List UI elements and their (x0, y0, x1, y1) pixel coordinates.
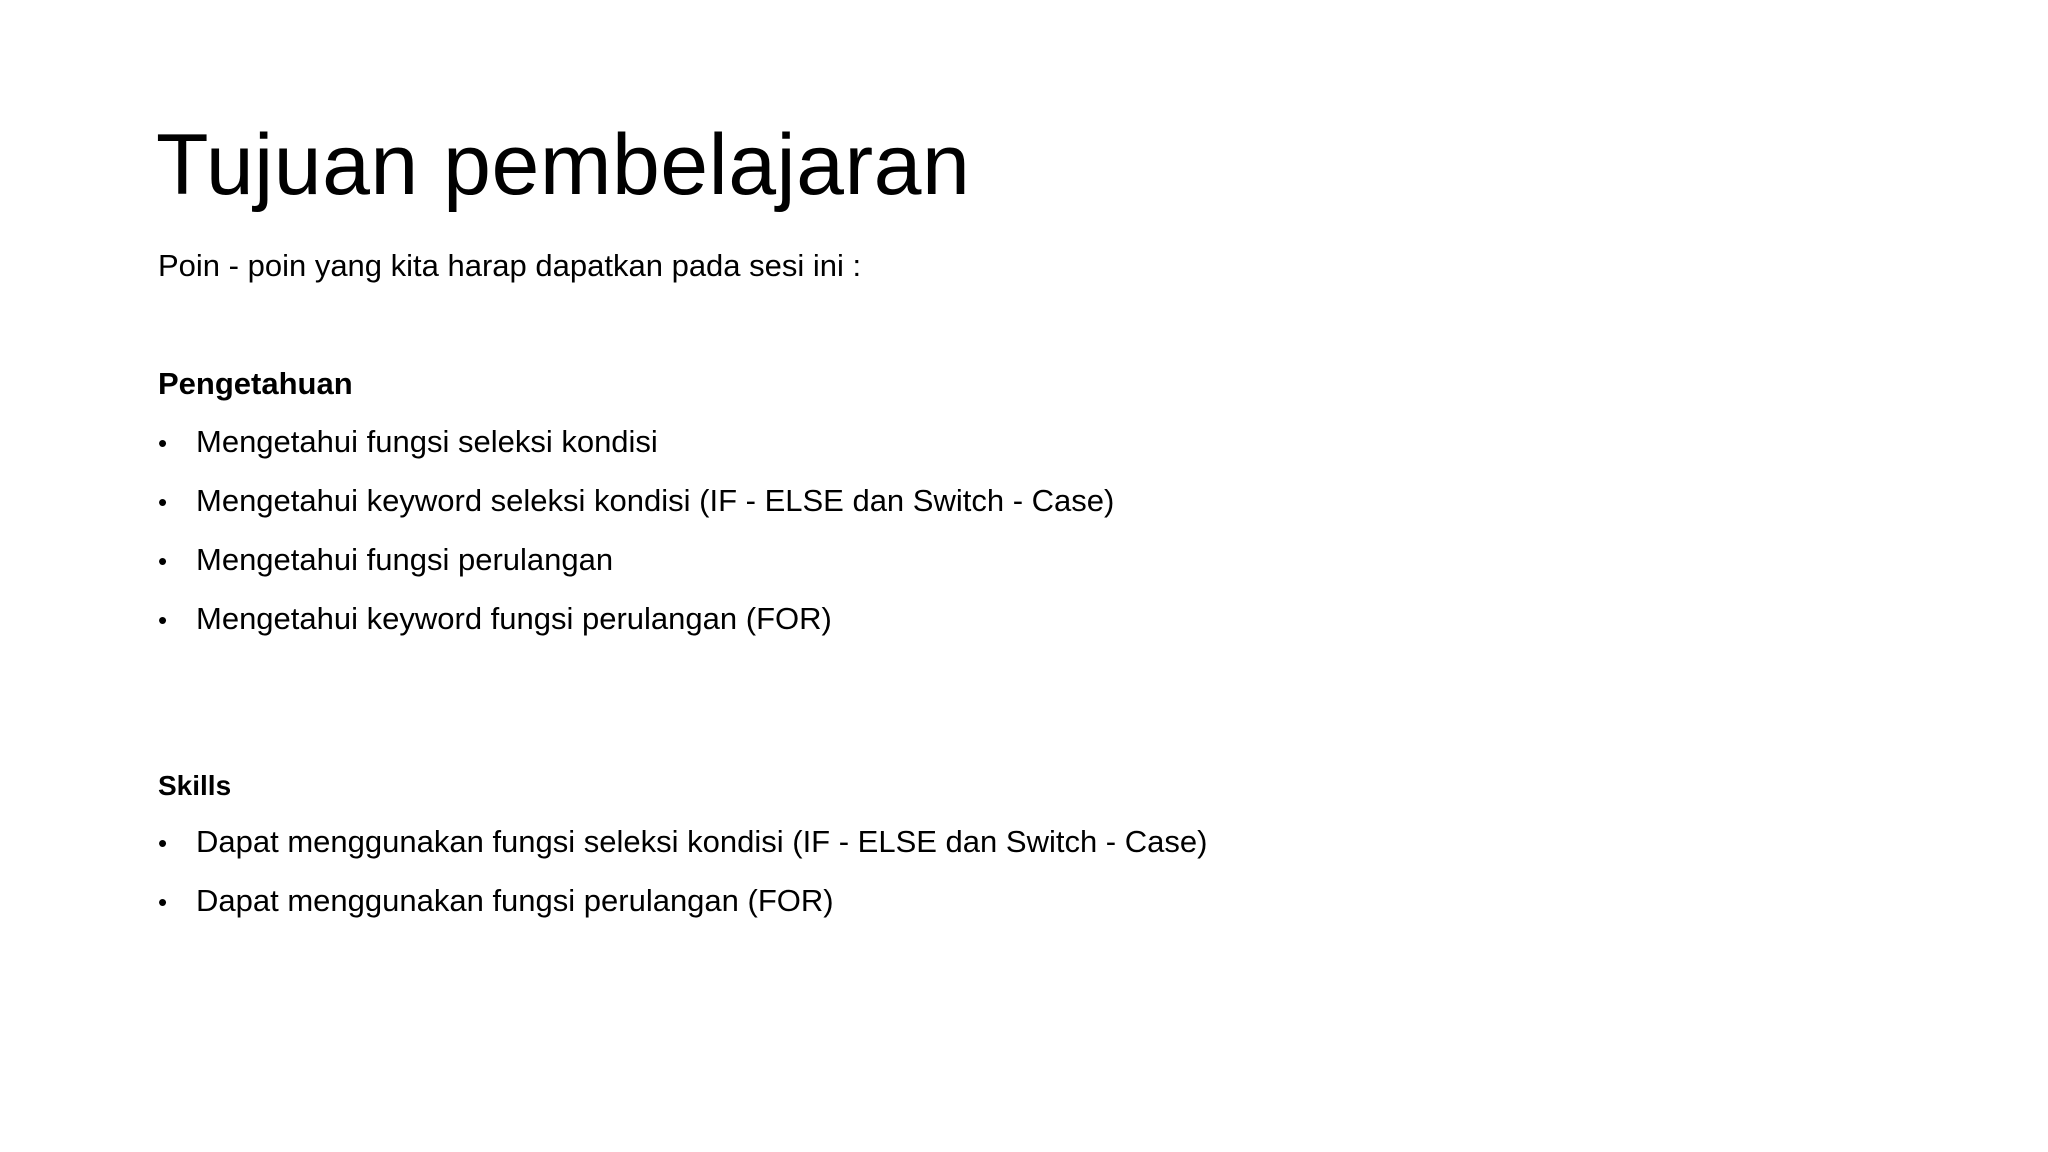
bullet-icon: • (158, 487, 168, 517)
list-item-text: Dapat menggunakan fungsi perulangan (FOR) (196, 883, 834, 918)
bullet-icon: • (158, 605, 168, 635)
list-item (158, 599, 1114, 658)
list-item-text: Mengetahui keyword fungsi perulangan (FOR) (196, 601, 832, 636)
list-item (158, 822, 1207, 881)
list-item-text: Mengetahui fungsi seleksi kondisi (196, 424, 658, 459)
list-item-text: Mengetahui keyword seleksi kondisi (IF - ELSE dan Switch - Case) (196, 483, 1115, 518)
bullet-icon: • (158, 546, 168, 576)
section-heading-pengetahuan: Pengetahuan (158, 366, 353, 401)
list-item-text: Dapat menggunakan fungsi seleksi kondisi (IF - ELSE dan Switch - Case) (196, 824, 1208, 859)
bullet-list-skills (158, 822, 1207, 940)
list-item (158, 422, 1114, 481)
list-item-text: Mengetahui fungsi perulangan (196, 542, 614, 577)
bullet-icon: • (158, 828, 168, 858)
slide-subtitle: Poin - poin yang kita harap dapatkan pada sesi ini : (158, 248, 862, 283)
bullet-icon: • (158, 887, 168, 917)
list-item (158, 481, 1114, 540)
bullet-icon: • (158, 428, 168, 458)
list-item (158, 540, 1114, 599)
section-heading-skills: Skills (158, 770, 232, 801)
slide-title: Tujuan pembelajaran (156, 117, 971, 213)
list-item (158, 881, 1207, 940)
bullet-list-pengetahuan (158, 422, 1114, 658)
